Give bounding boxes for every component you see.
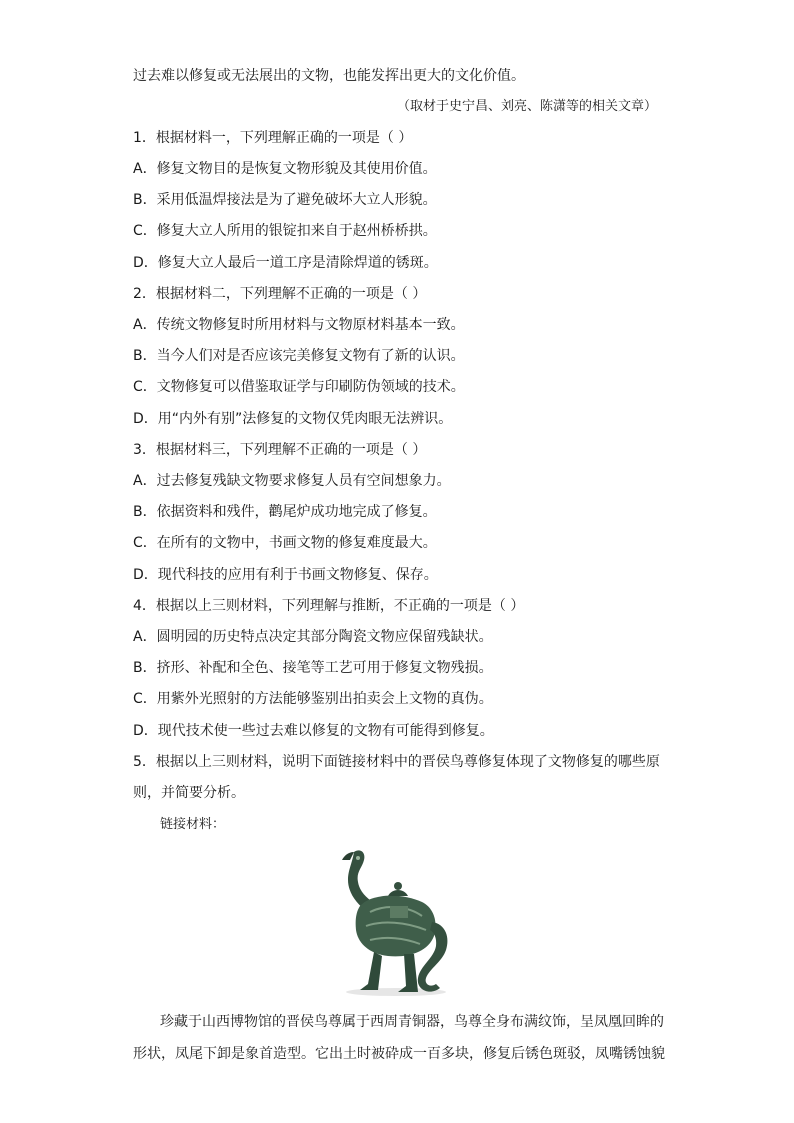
option-d: D．现代技术使一些过去难以修复的文物有可能得到修复。	[133, 723, 494, 739]
option-a: A．传统文物修复时所用材料与文物原材料基本一致。	[133, 317, 465, 333]
question-1-stem: 1．根据材料一，下列理解正确的一项是（ ）	[133, 130, 413, 146]
option-a: A．圆明园的历史特点决定其部分陶瓷文物应保留残缺状。	[133, 629, 493, 645]
question-2-stem: 2．根据材料二，下列理解不正确的一项是（ ）	[133, 286, 427, 302]
question-5-stem: 5．根据以上三则材料，说明下面链接材料中的晋侯鸟尊修复体现了文物修复的哪些原	[133, 754, 660, 770]
question-5-stem-continued: 则，并简要分析。	[133, 785, 245, 801]
option-b: B．挤形、补配和全色、接笔等工艺可用于修复文物残损。	[133, 660, 493, 676]
question-4-stem: 4．根据以上三则材料，下列理解与推断，不正确的一项是（ ）	[133, 598, 525, 614]
option-a: A．修复文物目的是恢复文物形貌及其使用价值。	[133, 161, 437, 177]
option-d: D．修复大立人最后一道工序是清除焊道的锈斑。	[133, 255, 438, 271]
bird-zun-bronze-image	[330, 846, 458, 998]
link-paragraph-line-2: 形状，凤尾下卸是象首造型。它出土时被砕成一百多块，修复后锈色斑驳，凤嘴锈蚀貌	[133, 1046, 665, 1062]
option-a: A．过去修复残缺文物要求修复人员有空间想象力。	[133, 473, 451, 489]
option-b: B．依据资料和残件，鹳尾炉成功地完成了修复。	[133, 504, 437, 520]
question-3-stem: 3．根据材料三，下列理解不正确的一项是（ ）	[133, 442, 427, 458]
link-paragraph-line-1: 珍藏于山西博物馆的晋侯鸟尊属于西周青铜器，鸟尊全身布满纹饰，呈凤凰回眸的	[160, 1014, 664, 1030]
option-b: B．当今人们对是否应该完美修复文物有了新的认识。	[133, 348, 465, 364]
link-material-label: 链接材料：	[160, 817, 226, 832]
option-b: B．采用低温焊接法是为了避免破坏大立人形貌。	[133, 192, 437, 208]
option-c: C．修复大立人所用的银锭扣来自于赵州桥桥拱。	[133, 223, 437, 239]
source-citation: （取材于史宁昌、刘亮、陈潇等的相关文章）	[396, 99, 657, 114]
option-c: C．文物修复可以借鉴取证学与印刷防伪领域的技术。	[133, 379, 465, 395]
option-d: D．用“内外有别”法修复的文物仅凭肉眼无法辨识。	[133, 411, 453, 427]
option-d: D．现代科技的应用有利于书画文物修复、保存。	[133, 567, 438, 583]
text-line: 过去难以修复或无法展出的文物，也能发挥出更大的文化价值。	[133, 68, 525, 84]
option-c: C．用紫外光照射的方法能够鉴别出拍卖会上文物的真伪。	[133, 691, 493, 707]
option-c: C．在所有的文物中，书画文物的修复难度最大。	[133, 535, 437, 551]
